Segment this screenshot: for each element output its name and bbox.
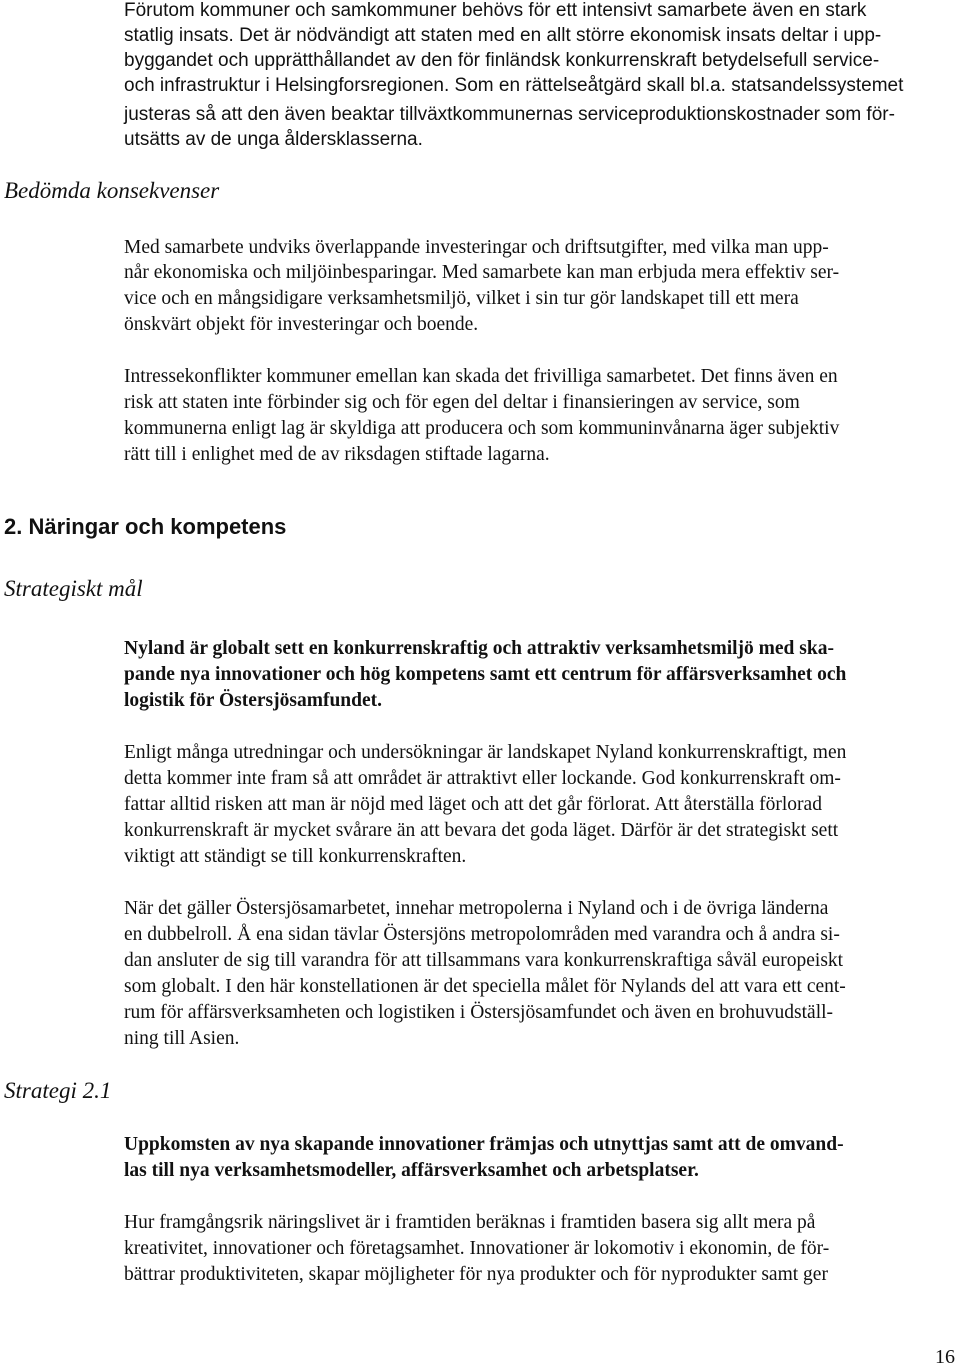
- text-line: dan ansluter de sig till varandra för att tillsammans vara konkurrenskraftiga såväl europeiskt: [124, 950, 844, 971]
- text-line: och infrastruktur i Helsingforsregionen. Som en rättelseåtgärd skall bl.a. statsandelssystemet: [124, 75, 904, 96]
- text-line: kommunerna enligt lag är skyldiga att producera och som kommuninvånarna äger subjektiv: [124, 418, 840, 439]
- text-line: risk att staten inte förbinder sig och för egen del deltar i finansieringen av service, som: [124, 392, 800, 413]
- text-line: vice och en mångsidigare verksamhetsmiljö, vilket i sin tur gör landskapet till ett mera: [124, 288, 799, 309]
- text-line: rätt till i enlighet med de av riksdagen stiftade lagarna.: [124, 444, 550, 465]
- text-line: önskvärt objekt för investeringar och boende.: [124, 314, 479, 335]
- section-2-heading: 2. Näringar och kompetens: [4, 514, 287, 539]
- text-line: las till nya verksamhetsmodeller, affärsverksamhet och arbetsplatser.: [124, 1160, 699, 1181]
- text-line: når ekonomiska och miljöinbesparingar. Med samarbete kan man erbjuda mera effektiv ser-: [124, 262, 840, 283]
- text-line: När det gäller Östersjösamarbetet, innehar metropolerna i Nyland och i de övriga länderna: [124, 898, 829, 919]
- text-line: byggandet och upprätthållandet av den för finländsk konkurrenskraft betydelsefull service-: [124, 50, 880, 71]
- text-line: Förutom kommuner och samkommuner behövs för ett intensivt samarbete även en stark: [124, 0, 867, 21]
- strategi-2-1-heading: Strategi 2.1: [4, 1078, 112, 1103]
- text-line: ning till Asien.: [124, 1028, 240, 1049]
- text-line: detta kommer inte fram så att området är attraktivt eller lockande. God konkurrenskraft om-: [124, 768, 841, 789]
- text-line: konkurrenskraft är mycket svårare än att bevara det goda läget. Därför är det strategiskt sett: [124, 820, 839, 841]
- text-line: Intressekonflikter kommuner emellan kan skada det frivilliga samarbetet. Det finns även en: [124, 366, 838, 387]
- text-line: Hur framgångsrik näringslivet är i framtiden beräknas i framtiden basera sig allt mera på: [124, 1212, 816, 1233]
- text-line: Nyland är globalt sett en konkurrenskraftig och attraktiv verksamhetsmiljö med ska-: [124, 638, 834, 659]
- text-line: logistik för Östersjösamfundet.: [124, 690, 383, 711]
- text-line: viktigt att ständigt se till konkurrenskraften.: [124, 846, 467, 867]
- page-number: 16: [935, 1346, 955, 1368]
- text-line: utsätts av de unga åldersklasserna.: [124, 129, 423, 150]
- text-line: en dubbelroll. Å ena sidan tävlar Östersjöns metropolområden med varandra och å andra si-: [124, 924, 840, 945]
- text-line: Enligt många utredningar och undersökningar är landskapet Nyland konkurrenskraftigt, men: [124, 742, 847, 763]
- text-line: bättrar produktiviteten, skapar möjligheter för nya produkter och för nyprodukter samt ger: [124, 1264, 828, 1285]
- bedomda-heading: Bedömda konsekvenser: [4, 178, 220, 203]
- text-line: som globalt. I den här konstellationen är det speciella målet för Nylands del att vara ett cent-: [124, 976, 846, 997]
- text-line: Uppkomsten av nya skapande innovationer främjas och utnyttjas samt att de omvand-: [124, 1134, 844, 1155]
- text-line: kreativitet, innovationer och företagsamhet. Innovationer är lokomotiv i ekonomin, de för-: [124, 1238, 830, 1259]
- text-line: rum för affärsverksamheten och logistiken i Östersjösamfundet och även en brohuvudställ-: [124, 1002, 834, 1023]
- text-line: justeras så att den även beaktar tillväxtkommunernas serviceproduktionskostnader som för-: [124, 104, 895, 125]
- text-line: statlig insats. Det är nödvändigt att staten med en allt större ekonomisk insats deltar i upp-: [124, 25, 882, 46]
- strategiskt-mal-heading: Strategiskt mål: [4, 576, 143, 601]
- text-line: pande nya innovationer och hög kompetens samt ett centrum för affärsverksamhet och: [124, 664, 847, 685]
- text-line: Med samarbete undviks överlappande investeringar och driftsutgifter, med vilka man upp-: [124, 237, 829, 258]
- text-line: fattar alltid risken att man är nöjd med läget och att det går förlorat. Att återställa förlorad: [124, 794, 822, 815]
